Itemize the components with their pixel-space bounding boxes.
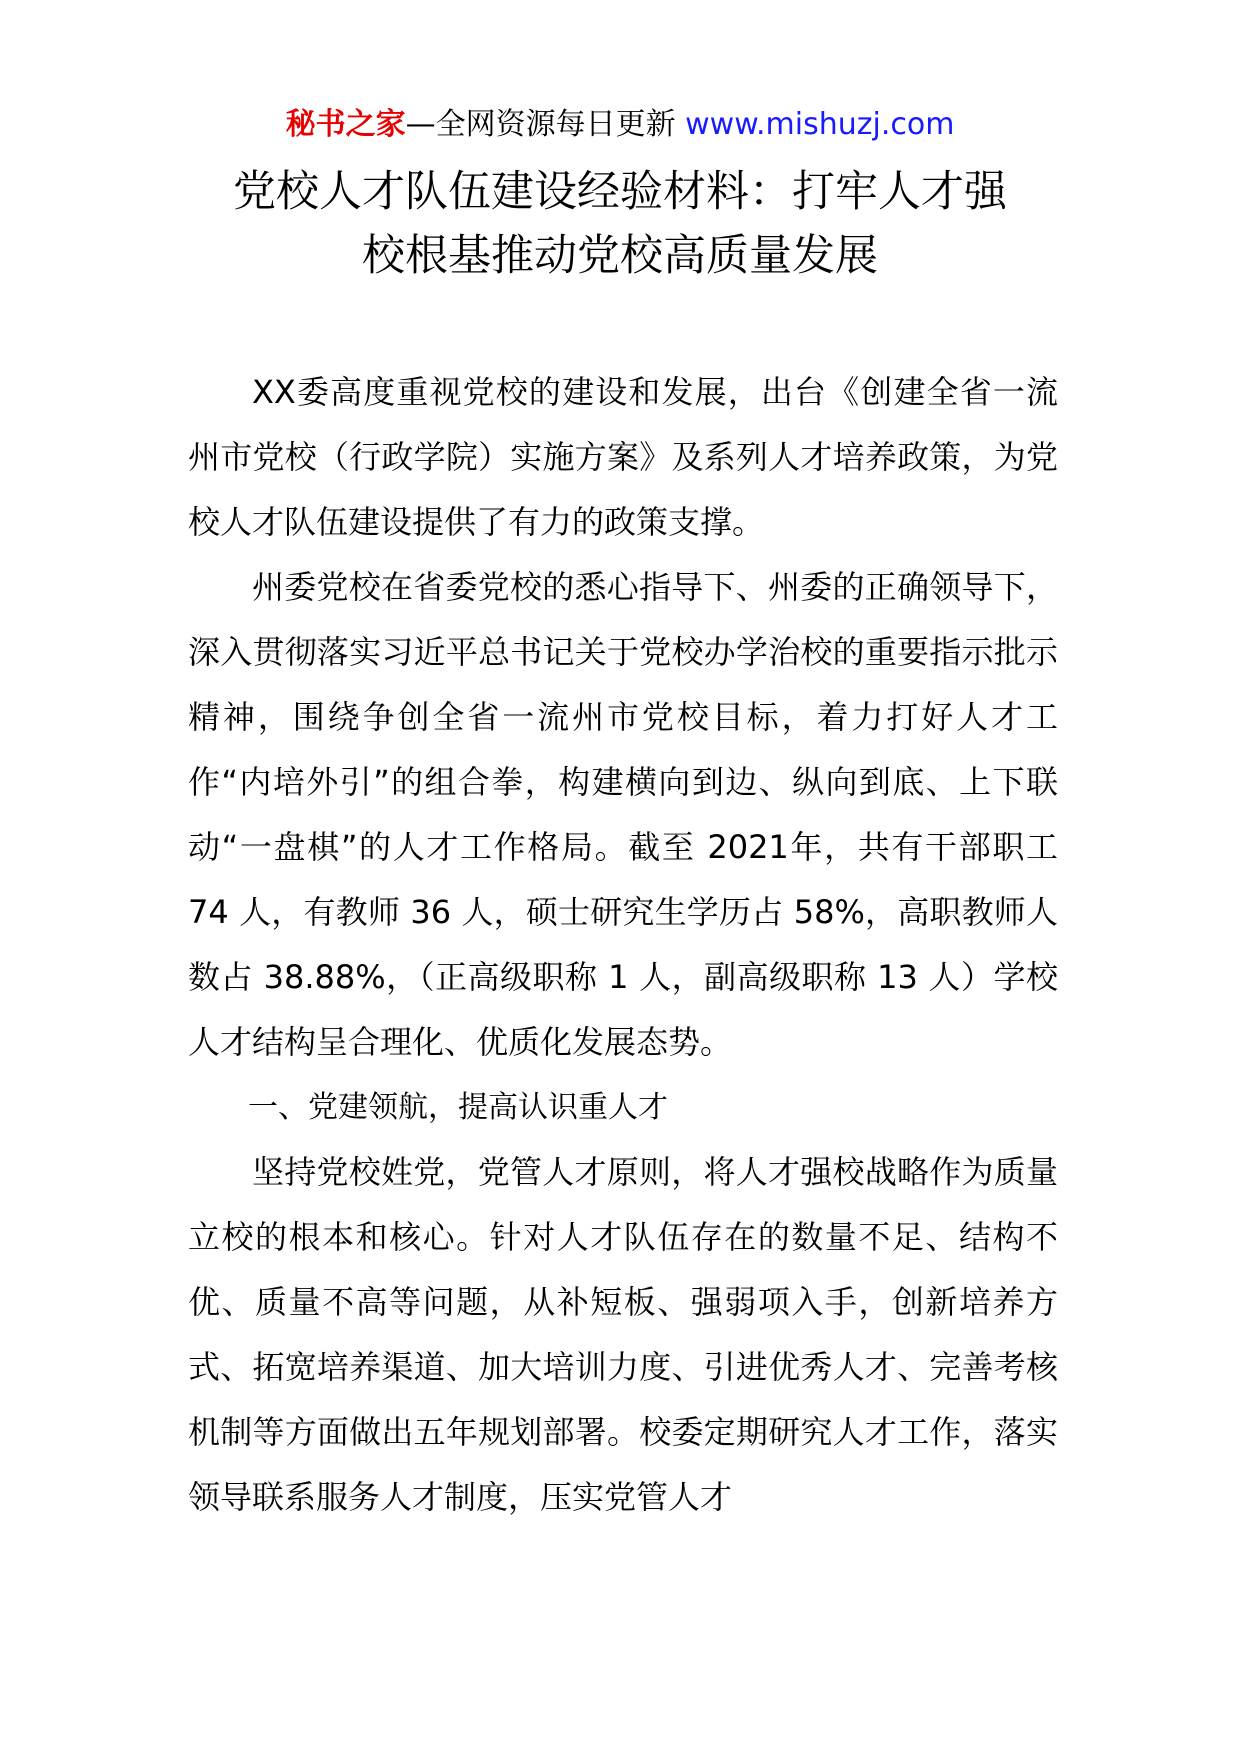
paragraph-section-1: 坚持党校姓党，党管人才原则，将人才强校战略作为质量立校的根本和核心。针对人才队伍存在的数量不足、结构不优、质量不高等问题，从补短板、强弱项入手，创新培养方式、拓宽培养渠道、加大培训力度、引进优秀人才、完善考核机制等方面做出五年规划部署。校委定期研究人才工作，落实领导联系服务人才制度，压实党管人才 <box>188 1153 1058 1516</box>
document-body <box>188 360 1058 1530</box>
banner-tagline: —全网资源每日更新 <box>405 107 676 142</box>
title-line-1: 党校人才队伍建设经验材料：打牢人才强 <box>233 167 1007 217</box>
title-line-2: 校根基推动党校高质量发展 <box>362 231 878 281</box>
site-url-link[interactable]: www.mishuzj.com <box>685 107 955 142</box>
section-heading-1: 一、党建领航，提高认识重人才 <box>248 1090 668 1125</box>
paragraph-overview: 州委党校在省委党校的悉心指导下、州委的正确领导下，深入贯彻落实习近平总书记关于党校办学治校的重要指示批示精神，围绕争创全省一流州市党校目标，着力打好人才工作“内培外引”的组合拳，构建横向到边、纵向到底、上下联动“一盘棋”的人才工作格局。截至 2021年，共有干部职工 74 人，有教师 36 人，硕士研究生学历占 58%，高职教师人数占 38.88%，（正高级职称 1 人，副高级职称 13 人）学校人才结构呈合理化、优质化发展态势。 <box>188 568 1058 1061</box>
site-banner <box>0 100 1240 150</box>
document-title <box>150 160 1090 288</box>
paragraph-intro: XX委高度重视党校的建设和发展，出台《创建全省一流州市党校（行政学院）实施方案》及系列人才培养政策，为党校人才队伍建设提供了有力的政策支撑。 <box>188 373 1058 541</box>
brand-name: 秘书之家 <box>285 107 406 142</box>
